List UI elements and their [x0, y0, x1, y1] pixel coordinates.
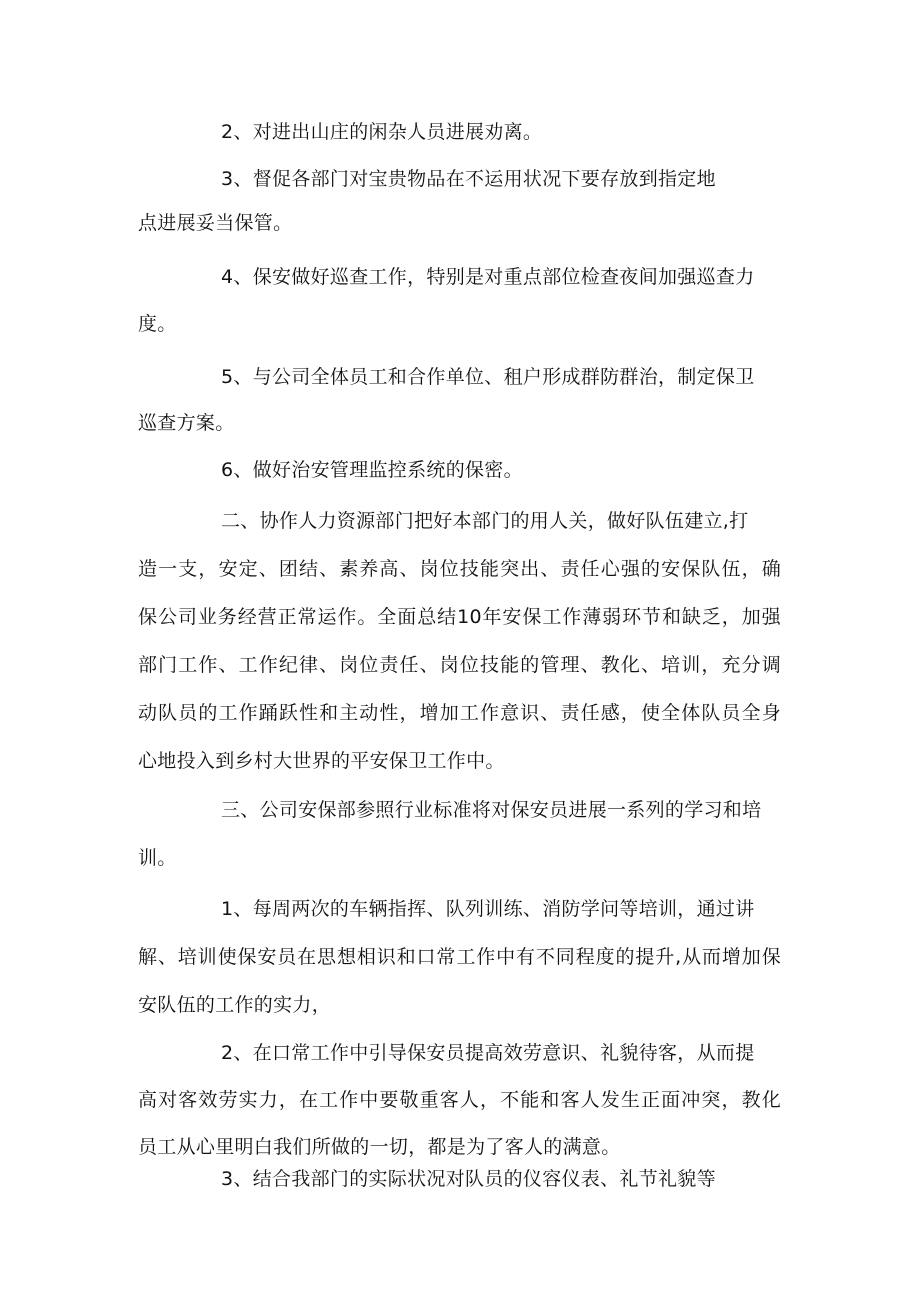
text-line: 保公司业务经营正常运作。全面总结10年安保工作薄弱环节和缺乏，加强	[138, 606, 781, 628]
text-line: 高对客效劳实力，在工作中要敬重客人，不能和客人发生正面冲突，教化	[138, 1089, 781, 1111]
text-line: 部门工作、工作纪律、岗位责任、岗位技能的管理、教化、培训，充分调	[138, 654, 781, 676]
text-line: 三、公司安保部参照行业标准将对保安员进展一系列的学习和培	[221, 799, 762, 821]
text-line: 4、保安做好巡查工作，特别是对重点部位检查夜间加强巡查力	[221, 266, 755, 288]
text-line: 解、培训使保安员在思想相识和口常工作中有不同程度的提升,从而增加保	[138, 946, 781, 968]
text-line: 点进展妥当保管。	[138, 212, 293, 234]
text-line: 3、督促各部门对宝贵物品在不运用状况下要存放到指定地	[221, 168, 716, 190]
text-line: 巡查方案。	[138, 412, 235, 434]
text-line: 2、对进出山庄的闲杂人员进展劝离。	[221, 121, 543, 143]
text-line: 5、与公司全体员工和合作单位、租户形成群防群治，制定保卫	[221, 366, 755, 388]
text-line: 1、每周两次的车辆指挥、队列训练、消防学问等培训，通过讲	[221, 898, 755, 920]
text-line: 造一支，安定、团结、素养高、岗位技能突出、责任心强的安保队伍，确	[138, 558, 781, 580]
text-line: 3、结合我部门的实际状况对队员的仪容仪表、礼节礼貌等	[221, 1168, 716, 1190]
text-line: 6、做好治安管理监控系统的保密。	[221, 459, 523, 481]
text-line: 安队伍的工作的实力，	[138, 994, 332, 1016]
text-line: 动队员的工作踊跃性和主动性，增加工作意识、责任感，使全体队员全身	[138, 702, 781, 724]
text-line: 训。	[138, 847, 177, 869]
text-line: 心地投入到乡村大世界的平安保卫工作中。	[138, 750, 505, 772]
text-line: 员工从心里明白我们所做的一切，都是为了客人的满意。	[138, 1136, 621, 1158]
text-line: 2、在口常工作中引导保安员提高效劳意识、礼貌待客，从而提	[221, 1042, 755, 1064]
text-line: 二、协作人力资源部门把好本部门的用人关，做好队伍建立,打	[221, 510, 749, 532]
text-line: 度。	[138, 313, 177, 335]
